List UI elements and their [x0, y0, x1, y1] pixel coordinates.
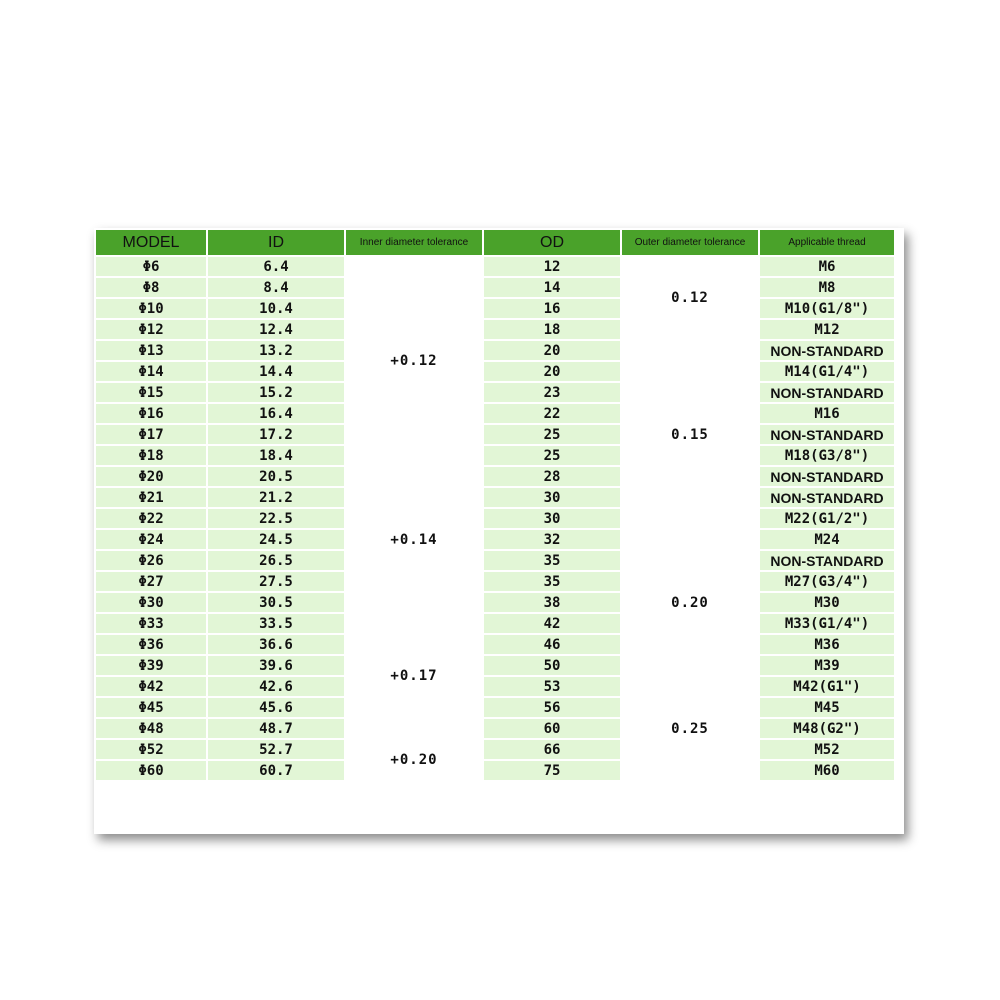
- table-row: [95, 571, 895, 592]
- id-cell: 39.6: [207, 655, 345, 676]
- thread-cell: M39: [759, 655, 895, 676]
- table-row: [95, 319, 895, 340]
- id-cell: 30.5: [207, 592, 345, 613]
- thread-cell: NON-STANDARD: [759, 340, 895, 361]
- model-cell: Φ33: [95, 613, 207, 634]
- model-cell: Φ10: [95, 298, 207, 319]
- od-cell: 32: [483, 529, 621, 550]
- id-cell: 16.4: [207, 403, 345, 424]
- od-cell: 75: [483, 760, 621, 781]
- thread-cell: NON-STANDARD: [759, 382, 895, 403]
- table-row: [95, 298, 895, 319]
- table-row: [95, 592, 895, 613]
- model-cell: Φ36: [95, 634, 207, 655]
- header-outer-tolerance: Outer diameter tolerance: [621, 229, 759, 256]
- model-cell: Φ26: [95, 550, 207, 571]
- model-cell: Φ20: [95, 466, 207, 487]
- model-cell: Φ30: [95, 592, 207, 613]
- table-body: [95, 256, 895, 781]
- od-cell: 28: [483, 466, 621, 487]
- od-cell: 20: [483, 340, 621, 361]
- id-cell: 21.2: [207, 487, 345, 508]
- table-row: [95, 361, 895, 382]
- table-row: [95, 529, 895, 550]
- spec-sheet: [94, 228, 904, 834]
- model-cell: Φ12: [95, 319, 207, 340]
- inner-tolerance-cell: +0.14: [345, 466, 483, 613]
- table-row: [95, 256, 895, 277]
- thread-cell: M16: [759, 403, 895, 424]
- thread-cell: NON-STANDARD: [759, 466, 895, 487]
- inner-tolerance-cell: +0.17: [345, 613, 483, 739]
- table-row: [95, 634, 895, 655]
- model-cell: Φ16: [95, 403, 207, 424]
- model-cell: Φ52: [95, 739, 207, 760]
- model-cell: Φ14: [95, 361, 207, 382]
- header-id: ID: [207, 229, 345, 256]
- thread-cell: M60: [759, 760, 895, 781]
- thread-cell: M12: [759, 319, 895, 340]
- model-cell: Φ13: [95, 340, 207, 361]
- id-cell: 6.4: [207, 256, 345, 277]
- header-inner-tolerance: Inner diameter tolerance: [345, 229, 483, 256]
- table-row: [95, 277, 895, 298]
- id-cell: 45.6: [207, 697, 345, 718]
- id-cell: 26.5: [207, 550, 345, 571]
- inner-tolerance-cell: +0.20: [345, 739, 483, 781]
- id-cell: 60.7: [207, 760, 345, 781]
- header-thread: Applicable thread: [759, 229, 895, 256]
- table-row: [95, 403, 895, 424]
- od-cell: 22: [483, 403, 621, 424]
- outer-tolerance-cell: 0.15: [621, 340, 759, 529]
- id-cell: 8.4: [207, 277, 345, 298]
- od-cell: 30: [483, 508, 621, 529]
- table-row: [95, 697, 895, 718]
- table-row: [95, 655, 895, 676]
- thread-cell: M27(G3/4"): [759, 571, 895, 592]
- outer-tolerance-cell: 0.25: [621, 676, 759, 781]
- model-cell: Φ27: [95, 571, 207, 592]
- thread-cell: M42(G1"): [759, 676, 895, 697]
- od-cell: 30: [483, 487, 621, 508]
- inner-tolerance-cell: +0.12: [345, 256, 483, 466]
- table-row: [95, 340, 895, 361]
- id-cell: 42.6: [207, 676, 345, 697]
- od-cell: 16: [483, 298, 621, 319]
- id-cell: 18.4: [207, 445, 345, 466]
- model-cell: Φ24: [95, 529, 207, 550]
- od-cell: 53: [483, 676, 621, 697]
- od-cell: 25: [483, 445, 621, 466]
- model-cell: Φ22: [95, 508, 207, 529]
- thread-cell: NON-STANDARD: [759, 424, 895, 445]
- thread-cell: M30: [759, 592, 895, 613]
- id-cell: 27.5: [207, 571, 345, 592]
- id-cell: 52.7: [207, 739, 345, 760]
- od-cell: 50: [483, 655, 621, 676]
- id-cell: 13.2: [207, 340, 345, 361]
- id-cell: 33.5: [207, 613, 345, 634]
- od-cell: 60: [483, 718, 621, 739]
- table-row: [95, 487, 895, 508]
- od-cell: 35: [483, 550, 621, 571]
- header-od: OD: [483, 229, 621, 256]
- model-cell: Φ15: [95, 382, 207, 403]
- table-row: [95, 424, 895, 445]
- thread-cell: M14(G1/4"): [759, 361, 895, 382]
- table-row: [95, 382, 895, 403]
- model-cell: Φ8: [95, 277, 207, 298]
- thread-cell: M22(G1/2"): [759, 508, 895, 529]
- thread-cell: NON-STANDARD: [759, 550, 895, 571]
- thread-cell: M24: [759, 529, 895, 550]
- od-cell: 35: [483, 571, 621, 592]
- table-row: [95, 613, 895, 634]
- id-cell: 17.2: [207, 424, 345, 445]
- table-row: [95, 676, 895, 697]
- model-cell: Φ48: [95, 718, 207, 739]
- thread-cell: M52: [759, 739, 895, 760]
- outer-tolerance-cell: 0.12: [621, 256, 759, 340]
- table-row: [95, 550, 895, 571]
- od-cell: 14: [483, 277, 621, 298]
- model-cell: Φ17: [95, 424, 207, 445]
- model-cell: Φ21: [95, 487, 207, 508]
- id-cell: 20.5: [207, 466, 345, 487]
- thread-cell: M6: [759, 256, 895, 277]
- model-cell: Φ42: [95, 676, 207, 697]
- od-cell: 25: [483, 424, 621, 445]
- od-cell: 18: [483, 319, 621, 340]
- table-row: [95, 718, 895, 739]
- thread-cell: M33(G1/4"): [759, 613, 895, 634]
- id-cell: 14.4: [207, 361, 345, 382]
- table-row: [95, 445, 895, 466]
- id-cell: 48.7: [207, 718, 345, 739]
- thread-cell: M45: [759, 697, 895, 718]
- id-cell: 22.5: [207, 508, 345, 529]
- thread-cell: M10(G1/8"): [759, 298, 895, 319]
- table-row: [95, 508, 895, 529]
- thread-cell: M36: [759, 634, 895, 655]
- model-cell: Φ6: [95, 256, 207, 277]
- outer-tolerance-cell: 0.20: [621, 529, 759, 676]
- od-cell: 42: [483, 613, 621, 634]
- id-cell: 24.5: [207, 529, 345, 550]
- od-cell: 23: [483, 382, 621, 403]
- model-cell: Φ39: [95, 655, 207, 676]
- od-cell: 38: [483, 592, 621, 613]
- thread-cell: NON-STANDARD: [759, 487, 895, 508]
- thread-cell: M8: [759, 277, 895, 298]
- thread-cell: M48(G2"): [759, 718, 895, 739]
- od-cell: 46: [483, 634, 621, 655]
- model-cell: Φ45: [95, 697, 207, 718]
- id-cell: 15.2: [207, 382, 345, 403]
- thread-cell: M18(G3/8"): [759, 445, 895, 466]
- id-cell: 12.4: [207, 319, 345, 340]
- header-row: [95, 229, 895, 256]
- table-row: [95, 739, 895, 760]
- od-cell: 20: [483, 361, 621, 382]
- size-spec-table: [94, 228, 896, 782]
- table-row: [95, 760, 895, 781]
- od-cell: 56: [483, 697, 621, 718]
- table-row: [95, 466, 895, 487]
- od-cell: 12: [483, 256, 621, 277]
- model-cell: Φ18: [95, 445, 207, 466]
- model-cell: Φ60: [95, 760, 207, 781]
- od-cell: 66: [483, 739, 621, 760]
- header-model: MODEL: [95, 229, 207, 256]
- id-cell: 10.4: [207, 298, 345, 319]
- id-cell: 36.6: [207, 634, 345, 655]
